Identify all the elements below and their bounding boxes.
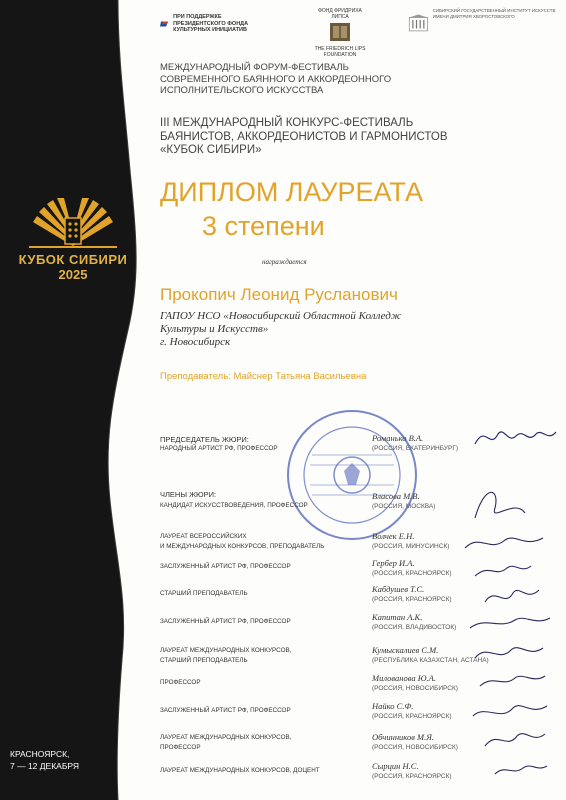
laureate-name: Прокопич Леонид Русланович	[160, 285, 398, 304]
decorative-side-band	[0, 0, 140, 800]
diploma-title: ДИПЛОМ ЛАУРЕАТА	[160, 177, 424, 207]
jury-place: (РОССИЯ, КРАСНОЯРСК)	[372, 773, 452, 780]
jury-role: И МЕЖДУНАРОДНЫХ КОНКУРСОВ, ПРЕПОДАВАТЕЛЬ	[160, 543, 325, 550]
institute-logo	[408, 8, 558, 38]
jury-name: Капитан А.К.	[372, 612, 423, 622]
jury-role: ЗАСЛУЖЕННЫЙ АРТИСТ РФ, ПРОФЕССОР	[160, 618, 291, 625]
jury-place: (РОССИЯ, НОВОСИБИРСК)	[372, 744, 458, 751]
jury-place: (РЕСПУБЛИКА КАЗАХСТАН, АСТАНА)	[372, 657, 489, 664]
contest-line: «КУБОК СИБИРИ»	[160, 144, 262, 156]
forum-line: МЕЖДУНАРОДНЫЙ ФОРУМ-ФЕСТИВАЛЬ	[160, 62, 349, 73]
jury-name: Власова М.В.	[372, 491, 420, 501]
signature	[495, 766, 547, 774]
lips-foundation-logo	[310, 8, 370, 58]
jury-role: ЛАУРЕАТ МЕЖДУНАРОДНЫХ КОНКУРСОВ, ДОЦЕНТ	[160, 767, 320, 774]
jury-role: ЛАУРЕАТ МЕЖДУНАРОДНЫХ КОНКУРСОВ,	[160, 647, 292, 654]
contest-line: III МЕЖДУНАРОДНЫЙ КОНКУРС-ФЕСТИВАЛЬ	[160, 117, 414, 129]
jury-name: Романько В.А.	[372, 433, 424, 443]
jury-name: Гербер И.А.	[372, 558, 415, 568]
organization	[160, 310, 460, 349]
jury-name: Обчинников М.Я.	[372, 732, 434, 742]
jury-name: Милованова Ю.А.	[372, 673, 436, 683]
jury-name: Волчек Е.Н.	[372, 531, 415, 541]
event-city: КРАСНОЯРСК,	[10, 749, 70, 759]
contest-title	[160, 117, 550, 158]
brand-year: 2025	[58, 267, 88, 282]
jury-place: (РОССИЯ, МИНУСИНСК)	[372, 543, 450, 550]
lips-top-text: ФОНД ФРИДРИХА ЛИПСА	[318, 8, 362, 20]
jury-name: Кумыскалиев С.М.	[372, 645, 439, 655]
org-line: Культуры и Искусств»	[160, 323, 269, 335]
signature	[485, 590, 539, 602]
pfki-flag-icon	[160, 17, 169, 31]
signature	[473, 706, 547, 716]
jury-role: ПРОФЕССОР	[160, 679, 201, 686]
jury-place: (РОССИЯ, КРАСНОЯРСК)	[372, 570, 452, 577]
signature	[465, 538, 543, 548]
signature	[475, 648, 543, 658]
official-stamp	[282, 405, 422, 545]
lips-emblem-icon	[327, 20, 353, 44]
signature	[475, 492, 525, 518]
jury-place: (РОССИЯ, КРАСНОЯРСК)	[372, 596, 452, 603]
jury-place: (РОССИЯ, НОВОСИБИРСК)	[372, 685, 458, 692]
signature	[475, 566, 531, 576]
jury-role: НАРОДНЫЙ АРТИСТ РФ, ПРОФЕССОР	[160, 445, 278, 452]
jury-role: ЛАУРЕАТ МЕЖДУНАРОДНЫХ КОНКУРСОВ,	[160, 734, 292, 741]
jury-name: Сырцин Н.С.	[372, 761, 419, 771]
signature	[470, 422, 560, 452]
jury-place: (РОССИЯ, ЕКАТЕРИНБУРГ)	[372, 445, 459, 452]
brand-title: КУБОК СИБИРИ	[18, 252, 128, 267]
pfki-logo	[160, 14, 275, 34]
signature	[485, 734, 545, 746]
org-line: г. Новосибирск	[160, 336, 231, 348]
jury-role: ЗАСЛУЖЕННЫЙ АРТИСТ РФ, ПРОФЕССОР	[160, 707, 291, 714]
awarded-label: награждается	[262, 258, 307, 266]
member-signatures	[455, 478, 555, 778]
jury-role: СТАРШИЙ ПРЕПОДАВАТЕЛЬ	[160, 657, 248, 664]
forum-title	[160, 62, 550, 97]
org-line: ГАПОУ НСО «Новосибирский Областной Колледж	[160, 310, 402, 322]
jury-role: КАНДИДАТ ИСКУССТВОВЕДЕНИЯ, ПРОФЕССОР	[160, 502, 308, 509]
jury-role: ЛАУРЕАТ ВСЕРОССИЙСКИХ	[160, 533, 247, 540]
diploma-degree: 3 степени	[202, 211, 325, 241]
jury-name: Найко С.Ф.	[372, 701, 414, 711]
signature	[470, 618, 550, 628]
pfki-text: ПРИ ПОДДЕРЖКЕ ПРЕЗИДЕНТСКОГО ФОНДА КУЛЬТУРНЫХ ИНИЦИАТИВ	[173, 14, 249, 33]
jury-role: ЗАСЛУЖЕННЫЙ АРТИСТ РФ, ПРОФЕССОР	[160, 563, 291, 570]
event-dates: 7 — 12 ДЕКАБРЯ	[10, 761, 80, 771]
lips-bottom-text: THE FRIEDRICH LIPS FOUNDATION	[314, 46, 366, 58]
jury-name: Кабдушев Т.С.	[372, 584, 425, 594]
kubok-sibiri-logo	[18, 198, 128, 282]
accordion-fan-icon	[25, 198, 121, 250]
jury-place: (РОССИЯ, МОСКВА)	[372, 503, 436, 510]
members-heading: ЧЛЕНЫ ЖЮРИ:	[160, 490, 217, 499]
teacher: Преподаватель: Майснер Татьяна Васильевна	[160, 371, 367, 382]
event-place-dates	[10, 748, 130, 772]
chair-heading: ПРЕДСЕДАТЕЛЬ ЖЮРИ:	[160, 435, 249, 444]
jury-place: (РОССИЯ, ВЛАДИВОСТОК)	[372, 624, 457, 631]
institute-text: СИБИРСКИЙ ГОСУДАРСТВЕННЫЙ ИНСТИТУТ ИСКУССТВ ИМЕНИ ДМИТРИЯ ХВОРОСТОВСКОГО	[432, 8, 556, 19]
jury-role: СТАРШИЙ ПРЕПОДАВАТЕЛЬ	[160, 590, 248, 597]
jury-role: ПРОФЕССОР	[160, 744, 201, 751]
jury-place: (РОССИЯ, КРАСНОЯРСК)	[372, 713, 452, 720]
partner-logos	[160, 8, 560, 58]
forum-line: ИСПОЛНИТЕЛЬСКОГО ИСКУССТВА	[160, 85, 324, 96]
forum-line: СОВРЕМЕННОГО БАЯННОГО И АККОРДЕОННОГО	[160, 73, 392, 85]
contest-line: БАЯНИСТОВ, АККОРДЕОНИСТОВ И ГАРМОНИСТОВ	[160, 130, 448, 143]
signature	[480, 676, 545, 686]
institute-building-icon	[408, 8, 429, 38]
